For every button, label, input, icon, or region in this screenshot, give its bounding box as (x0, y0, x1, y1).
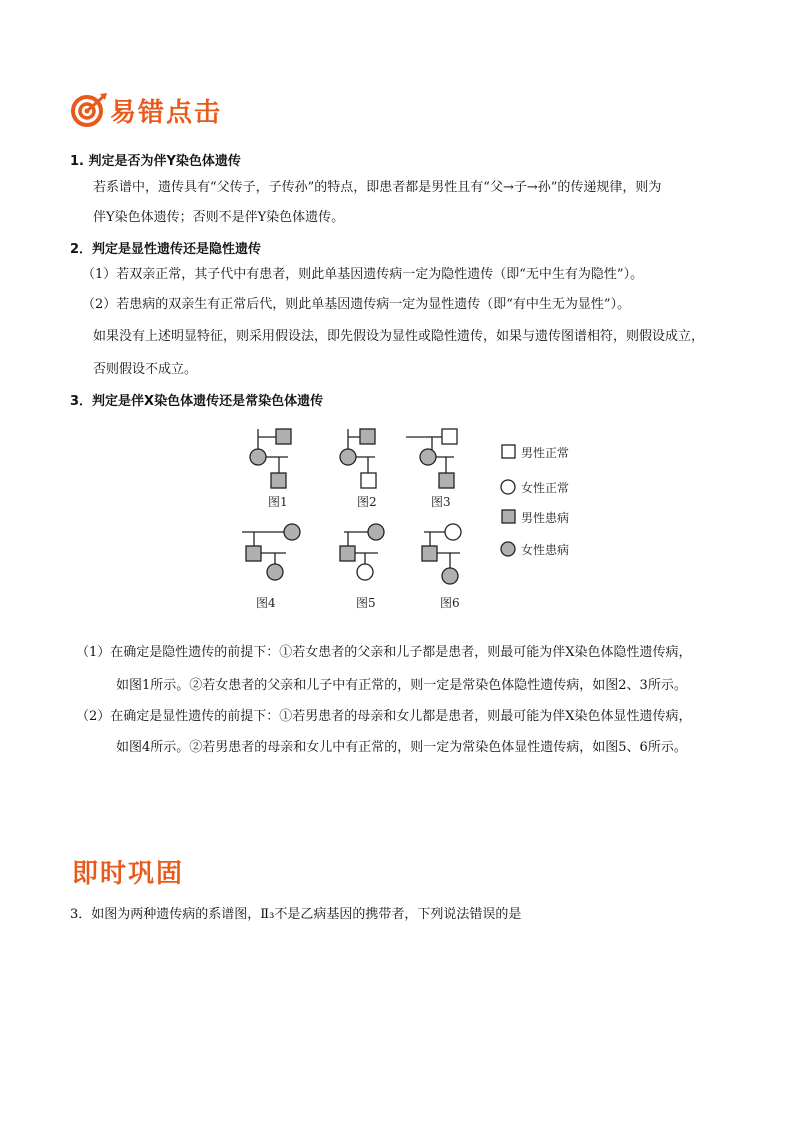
fig-label: 图6 (440, 596, 460, 610)
paragraph-3b: 如图1所示。②若女患者的父亲和儿子中有正常的，则一定是常染色体隐性遗传病，如图2、3所示。 (116, 678, 687, 693)
female-normal (357, 564, 373, 580)
heading-3: 3．判定是伴X染色体遗传还是常染色体遗传 (70, 394, 324, 409)
paragraph-2b: （2）若患病的双亲生有正常后代，则此单基因遗传病一定为显性遗传（即“有中生无为显性”）。 (82, 297, 631, 312)
male-affected (439, 473, 454, 488)
section-title-2: 即时巩固 (72, 859, 185, 889)
paragraph-1a: 若系谱中，遗传具有“父传子，子传孙”的特点，即患者都是男性且有“父→子→孙”的传递规律，则为 (93, 180, 662, 195)
male-affected (422, 546, 437, 561)
paragraph-3d: 如图4所示。②若男患者的母亲和女儿中有正常的，则一定为常染色体显性遗传病，如图5、6所示。 (116, 740, 687, 755)
male-affected (271, 473, 286, 488)
paragraph-3a: （1）在确定是隐性遗传的前提下：①若女患者的父亲和儿子都是患者，则最可能为伴X染色体隐性遗传病， (76, 645, 692, 660)
male-normal (361, 473, 376, 488)
legend-label: 男性正常 (521, 446, 570, 460)
paragraph-1b: 伴Y染色体遗传；否则不是伴Y染色体遗传。 (93, 210, 345, 225)
pedigree-5 (340, 524, 384, 580)
legend-label: 女性正常 (521, 481, 570, 495)
fig-label: 图5 (356, 596, 376, 610)
female-affected (442, 568, 458, 584)
legend-label: 男性患病 (521, 511, 570, 525)
paragraph-2d: 否则假设不成立。 (93, 362, 198, 377)
target-icon (70, 92, 108, 128)
male-normal (442, 429, 457, 444)
female-affected (340, 449, 356, 465)
female-affected (368, 524, 384, 540)
pedigree-6 (422, 524, 461, 584)
legend-female-affected-icon (501, 542, 515, 556)
legend-male-affected-icon (502, 510, 515, 523)
female-affected (284, 524, 300, 540)
section-title: 易错点击 (110, 97, 223, 128)
paragraph-2a: （1）若双亲正常，其子代中有患者，则此单基因遗传病一定为隐性遗传（即“无中生有为隐性”）。 (82, 267, 644, 282)
section-header (70, 92, 222, 128)
female-affected (250, 449, 266, 465)
male-affected (360, 429, 375, 444)
female-affected (267, 564, 283, 580)
heading-2: 2．判定是显性遗传还是隐性遗传 (70, 242, 262, 257)
legend-female-normal-icon (501, 480, 515, 494)
male-affected (340, 546, 355, 561)
female-normal (445, 524, 461, 540)
male-affected (276, 429, 291, 444)
male-affected (246, 546, 261, 561)
question-text: 3．如图为两种遗传病的系谱图，Ⅱ₃不是乙病基因的携带者，下列说法错误的是 (70, 907, 522, 922)
fig-label: 图3 (431, 495, 451, 509)
pedigree-figure (220, 420, 600, 620)
pedigree-4 (242, 524, 300, 580)
pedigree-1 (250, 429, 291, 488)
paragraph-3c: （2）在确定是显性遗传的前提下：①若男患者的母亲和女儿都是患者，则最可能为伴X染色体显性遗传病， (76, 709, 692, 724)
fig-label: 图4 (256, 596, 276, 610)
heading-1: 1. 判定是否为伴Y染色体遗传 (70, 154, 241, 169)
legend-male-normal-icon (502, 445, 515, 458)
pedigree-2 (340, 429, 376, 488)
female-affected (420, 449, 436, 465)
legend-label: 女性患病 (521, 543, 570, 557)
fig-label: 图1 (268, 495, 288, 509)
paragraph-2c: 如果没有上述明显特征，则采用假设法，即先假设为显性或隐性遗传，如果与遗传图谱相符，则假设成立， (93, 329, 705, 344)
pedigree-3 (406, 429, 457, 488)
fig-label: 图2 (357, 495, 377, 509)
